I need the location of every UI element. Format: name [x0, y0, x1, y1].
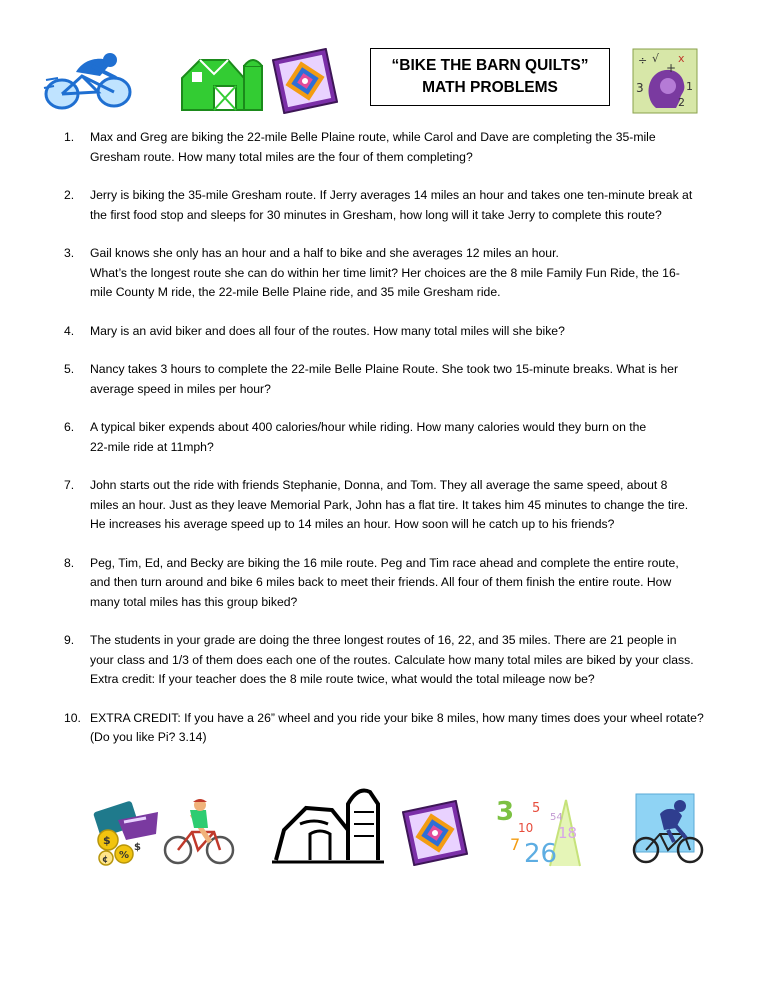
problem-text-line: Nancy takes 3 hours to complete the 22-mile Belle Plaine Route. She took two 15-minute breaks. What is her [90, 362, 679, 376]
problem-item [64, 554, 730, 613]
number-glyph: 26 [524, 839, 558, 869]
problem-text-line: Extra credit: If your teacher does the 8 mile route twice, what would the total mileage now be? [90, 672, 595, 686]
math-symbol: 3 [636, 81, 644, 95]
problem-item [64, 360, 730, 399]
problem-text-line: Gail knows she only has an hour and a half to bike and she averages 12 miles an hour. [90, 246, 559, 260]
problem-number: 8. [64, 555, 75, 570]
problem-text-line: and then turn around and bike 6 miles back to meet their friends. All four of them finish the entire route. How [90, 575, 672, 589]
money-symbol: $ [134, 842, 141, 853]
problem-item [64, 244, 730, 303]
math-symbol: + [666, 61, 677, 75]
problem-text-line: Gresham route. How many total miles are the four of them completing? [90, 149, 473, 164]
worksheet-title: “BIKE THE BARN QUILTS” [391, 56, 589, 74]
problem-list [64, 128, 730, 767]
quilt-icon [402, 800, 468, 866]
number-glyph: 18 [558, 824, 578, 842]
math-symbol: x [678, 52, 685, 65]
cyclist-icon [162, 798, 236, 868]
barn-icon [178, 52, 266, 112]
problem-number: 2. [64, 188, 75, 202]
worksheet-subtitle: MATH PROBLEMS [422, 79, 558, 96]
math-symbol: ÷ [638, 54, 648, 67]
number-glyph: 10 [518, 821, 534, 835]
number-glyph: 3 [496, 797, 515, 827]
problem-text-line: your class and 1/3 of them does each one of the routes. Calculate how many total miles are biked by your class. [90, 652, 694, 667]
math-symbol: 1 [686, 80, 693, 93]
problem-item [64, 128, 730, 167]
problem-number: 7. [64, 478, 75, 492]
problem-item [64, 186, 730, 225]
problem-text-line: John starts out the ride with friends Stephanie, Donna, and Tom. They all average the same speed, about 8 [90, 478, 668, 492]
problem-text-line: What’s the longest route she can do within her time limit? Her choices are the 8 mile Family Fun Ride, the 16- [90, 265, 680, 280]
number-glyph: 5 [532, 801, 541, 816]
numbers-icon [492, 794, 584, 870]
cyclist-icon [40, 50, 138, 114]
problem-item [64, 709, 730, 748]
money-symbol: ¢ [102, 855, 109, 865]
number-glyph: 7 [510, 835, 521, 854]
problem-number: 6. [64, 420, 75, 434]
problem-text-line: Mary is an avid biker and does all four of the routes. How many total miles will she bike? [90, 323, 565, 338]
math-symbol: 2 [678, 96, 685, 109]
barn-silo-icon [270, 784, 386, 866]
money-symbol: % [119, 850, 130, 861]
problem-number: 10. [64, 710, 81, 725]
problem-text-line: (Do you like Pi? 3.14) [90, 730, 207, 744]
problem-text-line: He increases his average speed up to 14 miles an hour. How soon will he catch up to his friends? [90, 517, 615, 531]
cyclist-icon [630, 792, 708, 866]
problem-text-line: EXTRA CREDIT: If you have a 26” wheel and you ride your bike 8 miles, how many times does your wheel rotate? [90, 710, 704, 725]
money-symbol: $ [103, 834, 111, 847]
problem-text-line: 22-mile ride at 11mph? [90, 439, 214, 454]
problem-text-line: many total miles has this group biked? [90, 594, 298, 609]
money-hand-icon [88, 800, 160, 866]
problem-item [64, 418, 730, 457]
quilt-icon [272, 48, 338, 114]
math-head-icon [632, 48, 698, 114]
problem-item [64, 631, 730, 690]
math-symbol: √ [652, 52, 660, 65]
problem-number: 5. [64, 362, 75, 376]
problem-text-line: average speed in miles per hour? [90, 381, 271, 396]
problem-number: 3. [64, 246, 75, 260]
number-glyph: 54 [550, 812, 563, 823]
problem-number: 1. [64, 130, 75, 144]
problem-item [64, 322, 730, 342]
problem-text-line: A typical biker expends about 400 calories/hour while riding. How many calories would they burn on the [90, 420, 647, 434]
problem-text-line: Jerry is biking the 35-mile Gresham route. If Jerry averages 14 miles an hour and takes one ten-minute break at [90, 188, 693, 202]
problem-text-line: Peg, Tim, Ed, and Becky are biking the 16 mile route. Peg and Tim race ahead and complete the entire route, [90, 555, 679, 570]
problem-text-line: the first food stop and sleeps for 30 minutes in Gresham, how long will it take Jerry to complete this route? [90, 207, 662, 222]
problem-number: 4. [64, 323, 75, 338]
problem-text-line: The students in your grade are doing the three longest routes of 16, 22, and 35 miles. There are 21 people in [90, 633, 677, 647]
problem-text-line: Max and Greg are biking the 22-mile Belle Plaine route, while Carol and Dave are completing the 35-mile [90, 130, 656, 144]
problem-item [64, 476, 730, 535]
problem-number: 9. [64, 633, 75, 647]
problem-text-line: mile County M ride, the 22-mile Belle Plaine ride, and 35 mile Gresham ride. [90, 285, 501, 299]
problem-text-line: miles an hour. Just as they leave Memorial Park, John has a flat tire. It takes him 45 minutes to change the tire. [90, 497, 689, 512]
title-box [370, 48, 610, 106]
